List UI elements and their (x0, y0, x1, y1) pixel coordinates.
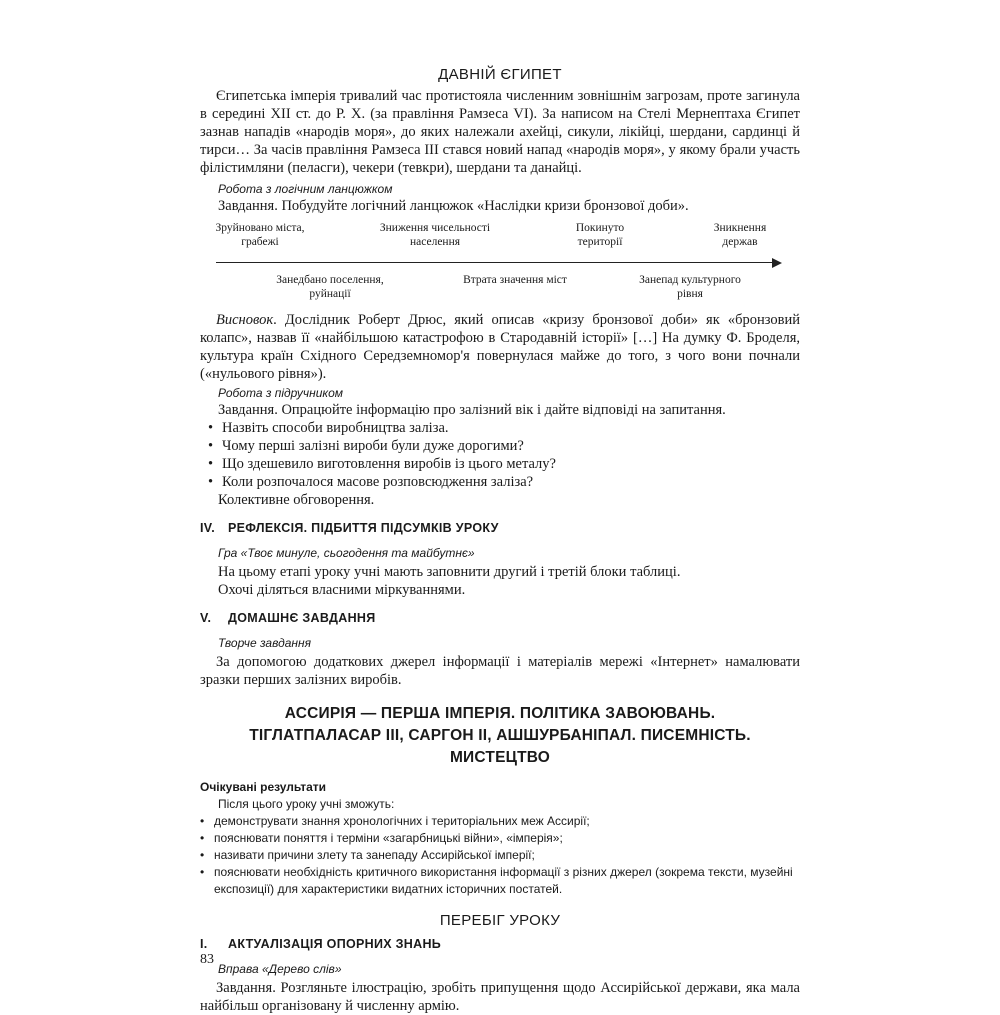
conclusion-text: . Дослідник Роберт Дрюс, який описав «кризу бронзової доби» як «бронзовий колапс», назвав її «найбільшою катастрофою в Стародавній історії» […] На думку Ф. Броделя, культура країн Східного Середземномор'я повернулася майже до того, з чого вони почнали («нульового рівня»). (200, 312, 800, 382)
page-content (200, 62, 800, 1015)
expected-results-label: Очікувані результати (200, 780, 327, 794)
expected-results-intro: Після цього уроку учні зможуть: (218, 797, 395, 811)
chain-bottom-3: Занепад культурного рівня (639, 274, 741, 300)
exercise-task: Завдання. Розгляньте ілюстрацію, зробіть припущення щодо Ассирійської держави, яка мала найбільш організовану й численну армію. (200, 980, 800, 1014)
chain-arrow-head (772, 258, 782, 268)
section-number: IV. (200, 521, 216, 535)
list-item: • Що здешевило виготовлення виробів із цього металу? (208, 455, 800, 473)
section-head-homework (200, 611, 800, 625)
creative-task-label: Творче завдання (218, 636, 311, 650)
list-item: • Коли розпочалося масове розповсюдження заліза? (208, 473, 800, 491)
list-item: • називати причини злету та занепаду Ассирійської імперії; (200, 847, 800, 864)
egypt-paragraph: Єгипетська імперія тривалий час протистояла численним зовнішнім загрозам, проте загинула в середині XII ст. до Р. Х. (за правління Рамзеса VI). За написом на Стелі Мернептаха Єгипет зазнав нападів «народів моря», до яких належали ахейці, сикули, лікійці, шердани, сардинці й тирси… За часів правління Рамзеса III стався новий напад «народів моря», у якому брали участь філістимляни (пеласги), чекери (тевкри), шердани та данайці. (200, 88, 800, 176)
chain-task: Завдання. Побудуйте логічний ланцюжок «Наслідки кризи бронзової доби». (218, 198, 689, 214)
textbook-work-label: Робота з підручником (218, 386, 343, 400)
textbook-task: Завдання. Опрацюйте інформацію про залізний вік і дайте відповіді на запитання. (218, 402, 726, 418)
chain-top-4: Зникнення держав (713, 222, 767, 248)
chain-top-3: Покинуто території (575, 222, 625, 248)
lesson-course-title: ПЕРЕБІГ УРОКУ (439, 912, 561, 929)
expected-results-block (200, 779, 800, 898)
section-number: V. (200, 611, 212, 625)
chain-top-1: Зруйновано міста, грабежі (215, 222, 305, 248)
assyria-title (200, 703, 800, 769)
assyria-title-line-1: АССИРІЯ — ПЕРША ІМПЕРІЯ. ПОЛІТИКА ЗАВОЮВАНЬ. (284, 705, 716, 722)
page-number: 83 (200, 952, 214, 967)
conclusion-paragraph (200, 311, 800, 383)
exercise-label: Вправа «Дерево слів» (218, 962, 342, 976)
assyria-title-line-2: ТІГЛАТПАЛАСАР III, САРГОН II, АШШУРБАНІПАЛ. ПИСЕМНІСТЬ. МИСТЕЦТВО (249, 727, 751, 766)
reflection-line-2: Охочі діляться власними міркуваннями. (218, 582, 466, 598)
section-heading: РЕФЛЕКСІЯ. ПІДБИТТЯ ПІДСУМКІВ УРОКУ (228, 521, 499, 535)
list-item: • пояснювати необхідність критичного використання інформації з різних джерел (зокрема тексти, музейні експозиції) для характеристики видатних історичних постатей. (200, 864, 800, 898)
section-heading: АКТУАЛІЗАЦІЯ ОПОРНИХ ЗНАНЬ (228, 937, 442, 951)
logic-chain-diagram (200, 221, 800, 309)
outcomes-list (200, 813, 800, 898)
list-item: • демонструвати знання хронологічних і територіальних меж Ассирії; (200, 813, 800, 830)
list-item: • пояснювати поняття і терміни «загарбницькі війни», «імперія»; (200, 830, 800, 847)
list-item: • Чому перші залізні вироби були дуже дорогими? (208, 437, 800, 455)
chain-work-label: Робота з логічним ланцюжком (218, 182, 393, 196)
section-heading: ДОМАШНЄ ЗАВДАННЯ (228, 611, 376, 625)
conclusion-label: Висновок (216, 312, 274, 328)
question-list (200, 419, 800, 491)
section-title-egypt: ДАВНІЙ ЄГИПЕТ (438, 66, 562, 83)
chain-top-2: Зниження чисельності населення (379, 222, 491, 248)
section-number: I. (200, 937, 208, 951)
chain-bottom-2: Втрата значення міст (463, 274, 567, 286)
reflection-line-1: На цьому етапі уроку учні мають заповнити другий і третій блоки таблиці. (218, 564, 681, 580)
game-label: Гра «Твоє минуле, сьогодення та майбутнє» (218, 546, 475, 560)
chain-arrow-line (216, 262, 776, 263)
section-head-reflection (200, 521, 800, 535)
collective-discussion: Колективне обговорення. (218, 492, 375, 508)
chain-bottom-1: Занедбано поселення, руйнації (276, 274, 384, 300)
list-item: • Назвіть способи виробництва заліза. (208, 419, 800, 437)
section-head-actualization (200, 937, 800, 951)
homework-text: За допомогою додаткових джерел інформації і матеріалів мережі «Інтернет» намалювати зразки перших залізних виробів. (200, 654, 800, 688)
